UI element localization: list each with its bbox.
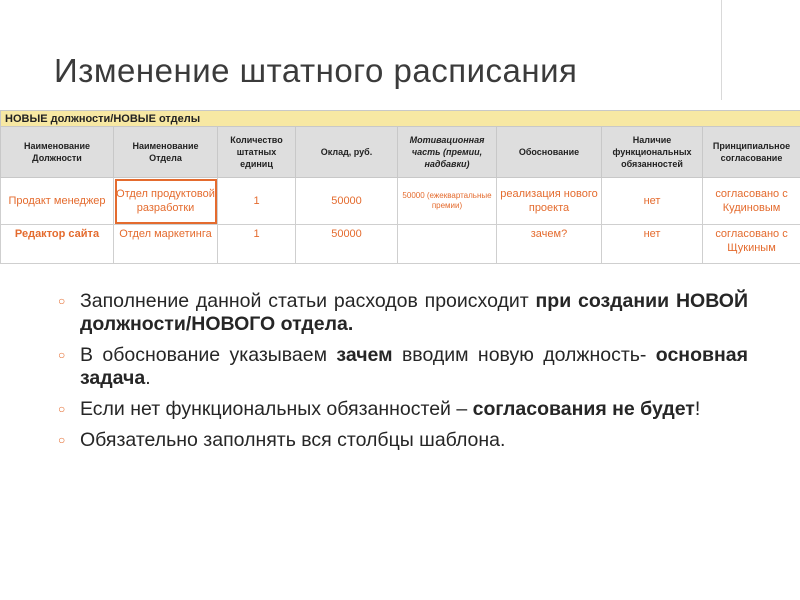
bullet-text: . [145,367,151,389]
bullet-text: вводим новую должность- [392,344,656,366]
header-motivation: Мотивационная часть (премии, надбавки) [398,127,497,178]
cell-duties: нет [602,225,703,264]
bullet-list [58,290,748,460]
cell-approval: согласовано с Щукиным [703,225,800,264]
open-circle-bullet-icon: ○ [58,348,66,362]
bullet-item [58,398,748,421]
table-header-row [1,127,800,178]
bullet-item [58,290,748,336]
cell-position: Редактор сайта [1,225,114,264]
header-headcount: Количество штатных единиц [218,127,296,178]
bullet-text-bold: зачем [336,344,393,366]
bullet-text: Обязательно заполнять вся столбцы шаблона. [80,429,506,451]
cell-salary: 50000 [296,178,398,225]
cell-motivation [398,225,497,264]
bullet-text: В обоснование указываем [80,344,337,366]
cell-salary: 50000 [296,225,398,264]
table-row [1,225,800,264]
cell-department: Отдел маркетинга [114,225,218,264]
bullet-text: Если нет функциональных обязанностей – [80,398,473,420]
cell-duties: нет [602,178,703,225]
cell-department: Отдел продуктовой разработки [114,178,218,225]
staff-table-container [0,110,800,264]
cell-approval: согласовано с Кудиновым [703,178,800,225]
bullet-text: Заполнение данной статьи расходов происходит [80,290,536,312]
bullet-item [58,344,748,390]
table-caption-row [1,111,800,127]
bullet-text-bold: основная задача [80,344,748,389]
bullet-text-bold: согласования не будет [472,398,695,420]
cell-headcount: 1 [218,225,296,264]
bullet-text-bold: при создании НОВОЙ должности/НОВОГО отдела. [80,290,748,335]
cell-position: Продакт менеджер [1,178,114,225]
header-approval: Принципиальное согласование [703,127,800,178]
header-salary: Оклад, руб. [296,127,398,178]
open-circle-bullet-icon: ○ [58,433,66,447]
slide-title: Изменение штатного расписания [54,52,578,89]
open-circle-bullet-icon: ○ [58,402,66,416]
divider-line [721,0,722,100]
cell-justification: зачем? [497,225,602,264]
header-duties: Наличие функциональных обязанностей [602,127,703,178]
table-row [1,178,800,225]
open-circle-bullet-icon: ○ [58,294,66,308]
table-caption: НОВЫЕ должности/НОВЫЕ отделы [1,111,800,127]
bullet-item [58,429,748,452]
cell-motivation: 50000 (ежеквартальные премии) [398,178,497,225]
bullet-text: ! [694,398,701,420]
cell-justification: реализация нового проекта [497,178,602,225]
cell-headcount: 1 [218,178,296,225]
header-position: Наименование Должности [1,127,114,178]
staff-table [0,110,800,264]
header-justification: Обоснование [497,127,602,178]
header-department: Наименование Отдела [114,127,218,178]
